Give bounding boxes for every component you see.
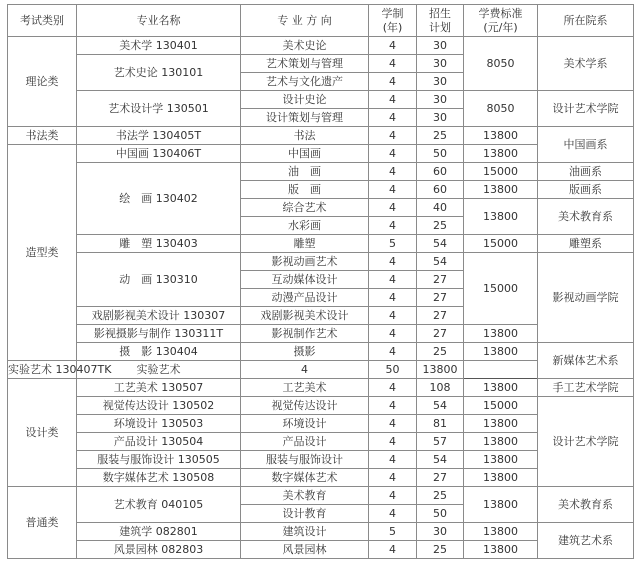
header-row — [8, 5, 634, 37]
fee-cell: 13800 — [417, 361, 464, 379]
duration-cell: 4 — [369, 217, 417, 235]
direction-cell: 美术教育 — [241, 487, 369, 505]
duration-cell: 4 — [369, 343, 417, 361]
plan-cell: 27 — [417, 325, 464, 343]
major-cell: 动 画 130310 — [77, 253, 241, 307]
fee-cell: 13800 — [464, 325, 538, 343]
major-cell: 艺术史论 130101 — [77, 55, 241, 91]
fee-cell: 15000 — [464, 163, 538, 181]
fee-cell: 8050 — [464, 37, 538, 91]
direction-cell: 影视动画艺术 — [241, 253, 369, 271]
duration-cell: 4 — [369, 487, 417, 505]
college-cell: 新媒体艺术系 — [538, 343, 634, 379]
direction-cell: 服装与服饰设计 — [241, 451, 369, 469]
category-cell: 理论类 — [8, 37, 77, 127]
duration-cell: 4 — [369, 37, 417, 55]
direction-cell: 版 画 — [241, 181, 369, 199]
direction-cell: 建筑设计 — [241, 523, 369, 541]
duration-cell: 4 — [369, 379, 417, 397]
major-cell: 美术学 130401 — [77, 37, 241, 55]
major-cell: 雕 塑 130403 — [77, 235, 241, 253]
major-cell: 摄 影 130404 — [77, 343, 241, 361]
direction-cell: 实验艺术 — [77, 361, 241, 379]
college-cell: 油画系 — [538, 163, 634, 181]
college-cell: 美术教育系 — [538, 199, 634, 235]
fee-cell: 13800 — [464, 523, 538, 541]
duration-cell: 4 — [369, 181, 417, 199]
fee-cell: 13800 — [464, 451, 538, 469]
fee-cell: 13800 — [464, 343, 538, 361]
duration-cell: 4 — [369, 433, 417, 451]
duration-cell: 4 — [369, 289, 417, 307]
plan-cell: 25 — [417, 487, 464, 505]
duration-cell: 4 — [369, 163, 417, 181]
plan-cell: 27 — [417, 307, 464, 325]
table-row — [8, 37, 634, 55]
college-cell: 设计艺术学院 — [538, 91, 634, 127]
duration-cell: 5 — [369, 235, 417, 253]
direction-cell: 美术史论 — [241, 37, 369, 55]
category-cell: 普通类 — [8, 487, 77, 559]
major-cell: 实验艺术 130407TK — [8, 361, 77, 379]
college-cell: 建筑艺术系 — [538, 523, 634, 559]
major-cell: 绘 画 130402 — [77, 163, 241, 235]
plan-cell: 27 — [417, 469, 464, 487]
table-row — [8, 163, 634, 181]
duration-cell: 5 — [369, 523, 417, 541]
major-cell: 服装与服饰设计 130505 — [77, 451, 241, 469]
plan-cell: 30 — [417, 55, 464, 73]
duration-cell: 4 — [369, 145, 417, 163]
college-cell: 美术教育系 — [538, 487, 634, 523]
category-cell: 设计类 — [8, 379, 77, 487]
duration-cell: 4 — [369, 271, 417, 289]
fee-cell: 13800 — [464, 145, 538, 163]
direction-cell: 书法 — [241, 127, 369, 145]
direction-cell: 视觉传达设计 — [241, 397, 369, 415]
fee-cell: 13800 — [464, 127, 538, 145]
direction-cell: 水彩画 — [241, 217, 369, 235]
table-row — [8, 253, 634, 271]
direction-cell: 戏剧影视美术设计 — [241, 307, 369, 325]
plan-cell: 54 — [417, 253, 464, 271]
plan-cell: 25 — [417, 127, 464, 145]
header-plan: 招生 计划 — [417, 5, 464, 37]
fee-cell: 8050 — [464, 91, 538, 127]
plan-cell: 57 — [417, 433, 464, 451]
plan-cell: 60 — [417, 163, 464, 181]
major-cell: 中国画 130406T — [77, 145, 241, 163]
plan-cell: 25 — [417, 343, 464, 361]
header-category: 考试类别 — [8, 5, 77, 37]
duration-cell: 4 — [369, 73, 417, 91]
college-cell: 手工艺术学院 — [538, 379, 634, 397]
plan-cell: 50 — [369, 361, 417, 379]
fee-cell: 13800 — [464, 487, 538, 523]
plan-cell: 30 — [417, 73, 464, 91]
direction-cell: 影视制作艺术 — [241, 325, 369, 343]
plan-cell: 40 — [417, 199, 464, 217]
direction-cell: 设计史论 — [241, 91, 369, 109]
direction-cell: 设计教育 — [241, 505, 369, 523]
direction-cell: 环境设计 — [241, 415, 369, 433]
table-row — [8, 379, 634, 397]
direction-cell: 互动媒体设计 — [241, 271, 369, 289]
college-cell: 版画系 — [538, 181, 634, 199]
header-college: 所在院系 — [538, 5, 634, 37]
table-row — [8, 91, 634, 109]
fee-cell: 15000 — [464, 253, 538, 325]
plan-cell: 30 — [417, 37, 464, 55]
duration-cell: 4 — [369, 55, 417, 73]
direction-cell: 中国画 — [241, 145, 369, 163]
direction-cell: 艺术与文化遗产 — [241, 73, 369, 91]
direction-cell: 动漫产品设计 — [241, 289, 369, 307]
major-cell: 产品设计 130504 — [77, 433, 241, 451]
major-cell: 艺术教育 040105 — [77, 487, 241, 523]
fee-cell: 15000 — [464, 235, 538, 253]
fee-cell: 13800 — [464, 199, 538, 235]
plan-cell: 30 — [417, 523, 464, 541]
fee-cell: 13800 — [464, 379, 538, 397]
college-cell: 影视动画学院 — [538, 253, 634, 343]
major-cell: 建筑学 082801 — [77, 523, 241, 541]
plan-cell: 60 — [417, 181, 464, 199]
major-cell: 风景园林 082803 — [77, 541, 241, 559]
table-row — [8, 487, 634, 505]
duration-cell: 4 — [369, 325, 417, 343]
major-cell: 环境设计 130503 — [77, 415, 241, 433]
fee-cell: 15000 — [464, 397, 538, 415]
plan-cell: 54 — [417, 397, 464, 415]
direction-cell: 设计策划与管理 — [241, 109, 369, 127]
table-row — [8, 523, 634, 541]
major-cell: 影视摄影与制作 130311T — [77, 325, 241, 343]
fee-cell: 13800 — [464, 181, 538, 199]
major-cell: 艺术设计学 130501 — [77, 91, 241, 127]
duration-cell: 4 — [369, 469, 417, 487]
plan-cell: 81 — [417, 415, 464, 433]
fee-cell: 13800 — [464, 469, 538, 487]
table-row — [8, 343, 634, 361]
direction-cell: 产品设计 — [241, 433, 369, 451]
duration-cell: 4 — [369, 541, 417, 559]
plan-cell: 50 — [417, 505, 464, 523]
direction-cell: 油 画 — [241, 163, 369, 181]
table-row — [8, 127, 634, 145]
plan-cell: 30 — [417, 109, 464, 127]
direction-cell: 工艺美术 — [241, 379, 369, 397]
duration-cell: 4 — [369, 253, 417, 271]
plan-cell: 27 — [417, 271, 464, 289]
college-cell: 美术学系 — [538, 37, 634, 91]
plan-cell: 30 — [417, 91, 464, 109]
category-cell: 书法类 — [8, 127, 77, 145]
major-cell: 书法学 130405T — [77, 127, 241, 145]
header-fee: 学费标准 (元/年) — [464, 5, 538, 37]
major-cell: 视觉传达设计 130502 — [77, 397, 241, 415]
duration-cell: 4 — [369, 109, 417, 127]
major-cell: 数字媒体艺术 130508 — [77, 469, 241, 487]
fee-cell: 13800 — [464, 433, 538, 451]
fee-cell: 13800 — [464, 541, 538, 559]
direction-cell: 雕塑 — [241, 235, 369, 253]
direction-cell: 数字媒体艺术 — [241, 469, 369, 487]
table-row — [8, 235, 634, 253]
direction-cell: 摄影 — [241, 343, 369, 361]
duration-cell: 4 — [369, 127, 417, 145]
major-cell: 戏剧影视美术设计 130307 — [77, 307, 241, 325]
plan-cell: 25 — [417, 541, 464, 559]
duration-cell: 4 — [369, 307, 417, 325]
fee-cell: 13800 — [464, 415, 538, 433]
table-row — [8, 397, 634, 415]
plan-cell: 27 — [417, 289, 464, 307]
plan-cell: 25 — [417, 217, 464, 235]
direction-cell: 艺术策划与管理 — [241, 55, 369, 73]
duration-cell: 4 — [241, 361, 369, 379]
major-cell: 工艺美术 130507 — [77, 379, 241, 397]
duration-cell: 4 — [369, 199, 417, 217]
plan-cell: 108 — [417, 379, 464, 397]
duration-cell: 4 — [369, 451, 417, 469]
header-duration: 学制 (年) — [369, 5, 417, 37]
duration-cell: 4 — [369, 415, 417, 433]
direction-cell: 风景园林 — [241, 541, 369, 559]
college-cell: 设计艺术学院 — [538, 397, 634, 487]
header-direction: 专 业 方 向 — [241, 5, 369, 37]
duration-cell: 4 — [369, 91, 417, 109]
duration-cell: 4 — [369, 397, 417, 415]
plan-cell: 50 — [417, 145, 464, 163]
plan-cell: 54 — [417, 235, 464, 253]
category-cell: 造型类 — [8, 145, 77, 361]
college-cell: 雕塑系 — [538, 235, 634, 253]
admissions-table — [7, 4, 634, 559]
plan-cell: 54 — [417, 451, 464, 469]
duration-cell: 4 — [369, 505, 417, 523]
college-cell: 中国画系 — [538, 127, 634, 163]
header-major: 专业名称 — [77, 5, 241, 37]
direction-cell: 综合艺术 — [241, 199, 369, 217]
